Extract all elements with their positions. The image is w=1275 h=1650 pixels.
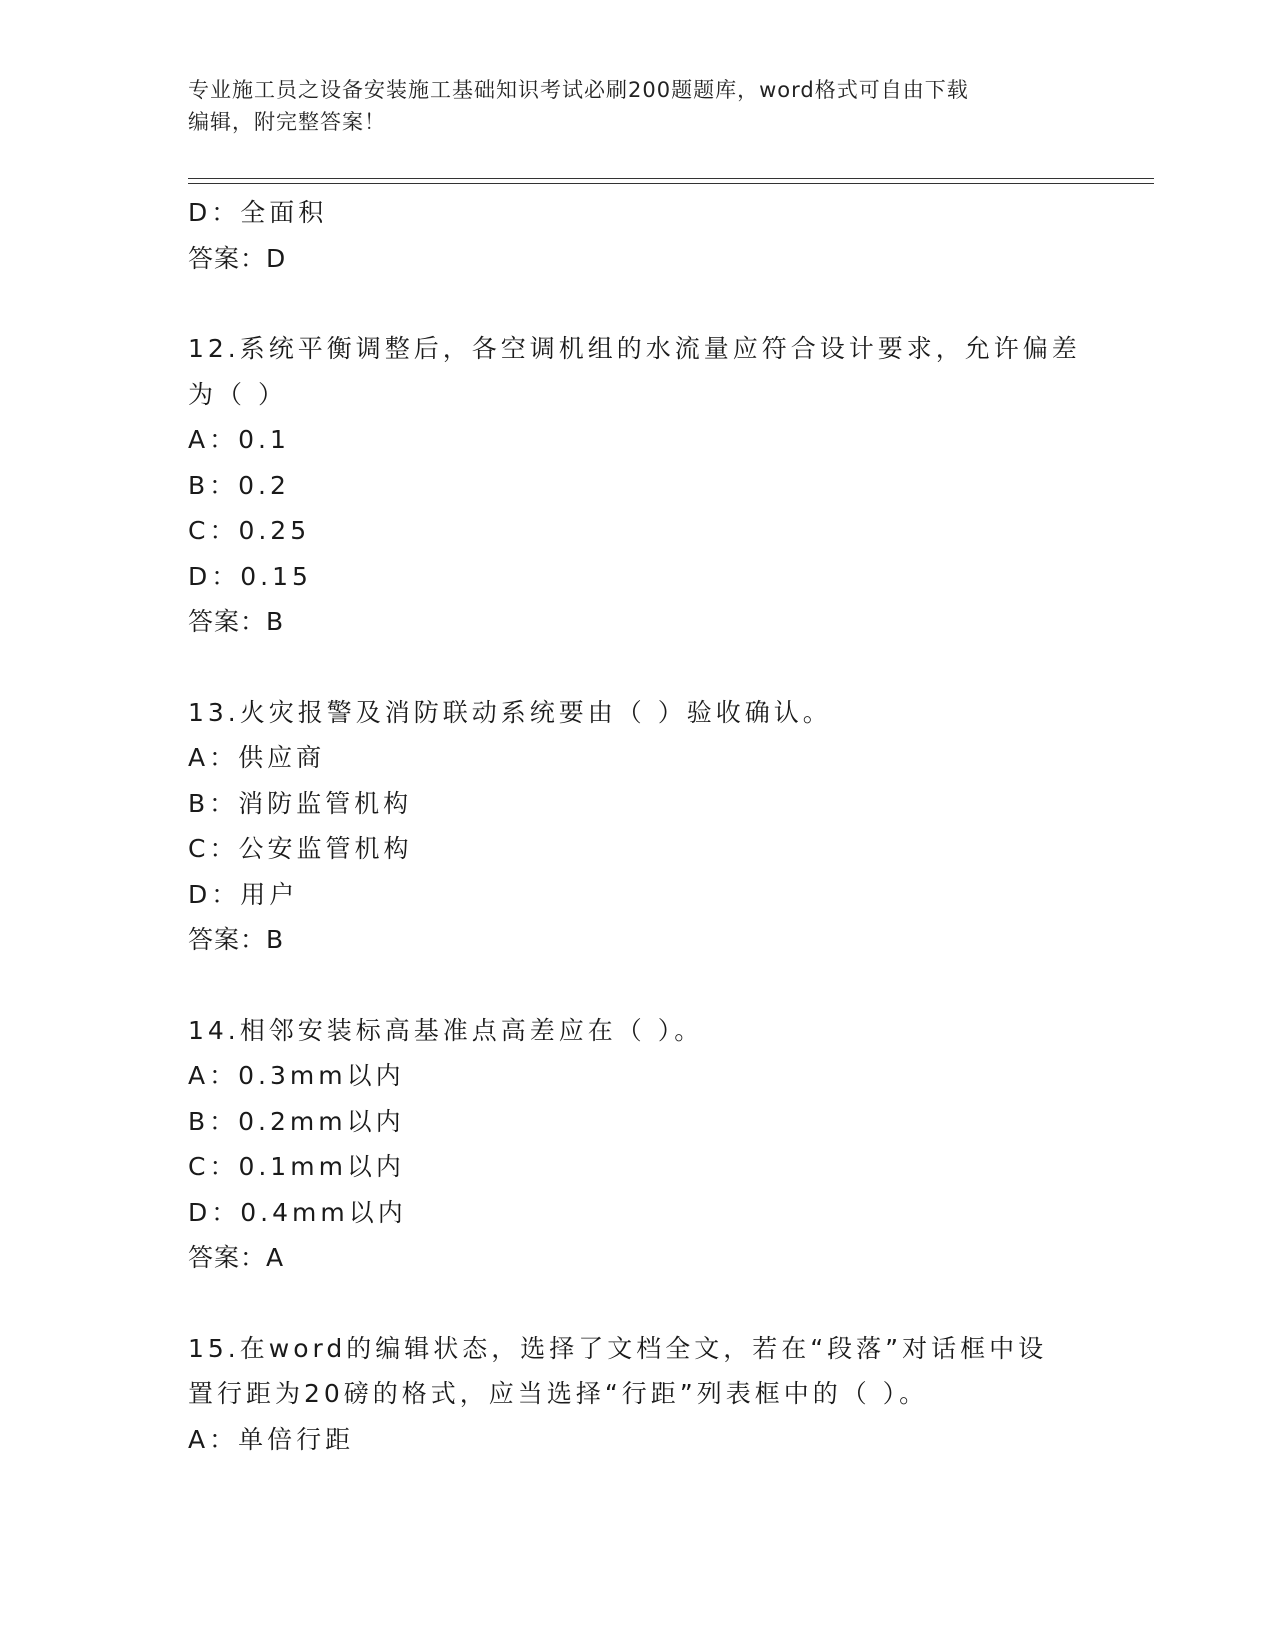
header-line-2: 编辑，附完整答案！ [188, 110, 386, 134]
option-b: B：0.2 [188, 470, 290, 500]
answer-line: 答案：A [188, 1243, 285, 1272]
question-text-line-1: 14.相邻安装标高基准点高差应在（ ）。 [188, 1015, 704, 1045]
question-12 [188, 326, 1088, 645]
header-divider-bottom [188, 183, 1154, 184]
answer-line: 答案：B [188, 607, 285, 636]
spacer [188, 645, 1088, 690]
option-c: C：0.25 [188, 516, 311, 545]
question-text-line-1: 13.火灾报警及消防联动系统要由（ ）验收确认。 [188, 697, 832, 727]
option-c: C：0.1mm以内 [188, 1152, 405, 1181]
question-text-line-1: 12.系统平衡调整后，各空调机组的水流量应符合设计要求，允许偏差 [188, 334, 1081, 363]
question-text-line-2: 为（ ） [188, 379, 287, 409]
option-d: D：0.15 [188, 561, 312, 591]
header-divider-top [188, 178, 1154, 179]
header-line-1: 专业施工员之设备安装施工基础知识考试必刷200题题库，word格式可自由下载 [188, 78, 969, 102]
option-a: A：0.1 [188, 425, 290, 454]
option-b: B：消防监管机构 [188, 788, 413, 818]
spacer [188, 963, 1088, 1008]
option-c: C：公安监管机构 [188, 834, 413, 863]
question-11-tail [188, 190, 1088, 281]
document-header [188, 74, 1088, 138]
option-a: A：单倍行距 [188, 1424, 355, 1454]
question-15 [188, 1326, 1088, 1463]
answer-line: 答案：B [188, 925, 285, 954]
question-14 [188, 1008, 1088, 1281]
spacer [188, 281, 1088, 326]
spacer [188, 1281, 1088, 1326]
question-text-line-1: 15.在word的编辑状态，选择了文档全文，若在“段落”对话框中设 [188, 1333, 1048, 1363]
question-13 [188, 690, 1088, 963]
option-d: D：用户 [188, 879, 299, 909]
option-d: D：全面积 [188, 198, 328, 227]
question-text-line-2: 置行距为20磅的格式，应当选择“行距”列表框中的（ ）。 [188, 1379, 929, 1408]
option-d: D：0.4mm以内 [188, 1197, 407, 1227]
option-a: A：0.3mm以内 [188, 1061, 405, 1090]
answer-line: 答案：D [188, 243, 287, 273]
option-b: B：0.2mm以内 [188, 1106, 405, 1136]
question-list [188, 190, 1088, 1462]
option-a: A：供应商 [188, 743, 326, 772]
